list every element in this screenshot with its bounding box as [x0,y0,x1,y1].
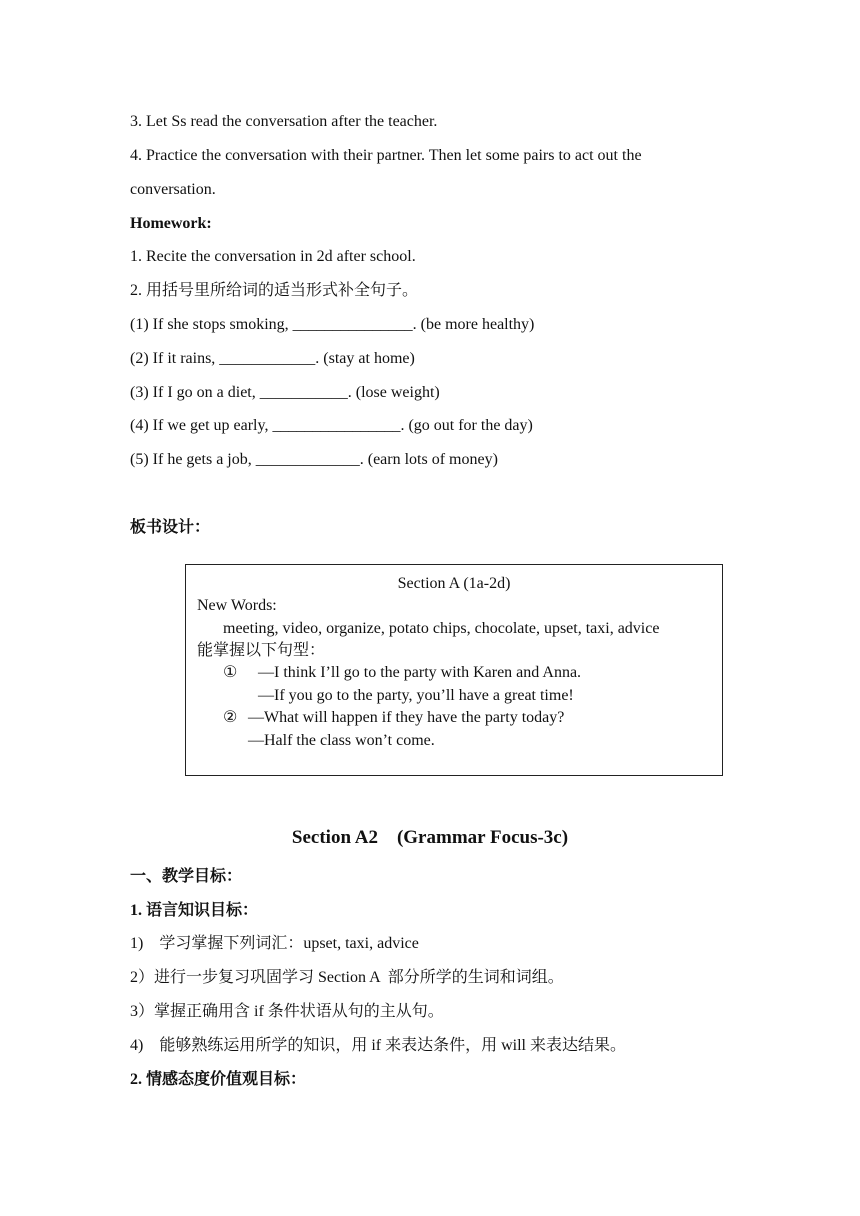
exercise-2: (2) If it rains, ____________. (stay at home) [130,350,415,367]
homework-item-2: 2. 用括号里所给词的适当形式补全句子。 [130,282,419,299]
section-heading: Section A2 (Grammar Focus-3c) [291,827,569,848]
pattern-2-marker: ② [223,709,238,726]
pattern-1-marker: ① [223,664,238,681]
exercise-3: (3) If I go on a diet, ___________. (lose weight) [130,384,440,401]
homework-title: Homework: [130,215,212,232]
new-words-label: New Words: [197,597,277,614]
exercise-5: (5) If he gets a job, _____________. (earn lots of money) [130,451,498,468]
language-goal-title: 1. 语言知识目标： [130,902,259,919]
pattern-1-line-1: —I think I’ll go to the party with Karen and Anna. [258,664,582,681]
exercise-4: (4) If we get up early, ________________. (go out for the day) [130,417,533,434]
new-words-list: meeting, video, organize, potato chips, chocolate, upset, taxi, advice [223,620,660,637]
language-goal-4: 4) 能够熟练运用所学的知识，用 if 来表达条件，用 will 来表达结果。 [130,1037,626,1054]
language-goal-1: 1) 学习掌握下列词汇：upset, taxi, advice [130,935,419,952]
board-design-box [185,564,723,776]
homework-item-1: 1. Recite the conversation in 2d after school. [130,248,416,265]
procedure-step-3: 3. Let Ss read the conversation after the teacher. [130,113,438,130]
pattern-2-line-1: —What will happen if they have the party today? [248,709,565,726]
procedure-step-4-cont: conversation. [130,181,216,198]
language-goal-3: 3）掌握正确用含 if 条件状语从句的主从句。 [130,1003,444,1020]
pattern-1-line-2: —If you go to the party, you’ll have a great time! [258,687,574,704]
teaching-goals-title: 一、教学目标： [130,868,243,885]
board-design-title: 板书设计： [130,519,211,536]
patterns-label: 能掌握以下句型： [197,642,326,659]
language-goal-2: 2）进行一步复习巩固学习 Section A 部分所学的生词和词组。 [130,969,564,986]
exercise-1: (1) If she stops smoking, _______________. (be more healthy) [130,316,535,333]
board-box-title: Section A (1a-2d) [397,575,511,592]
attitude-goal-title: 2. 情感态度价值观目标： [130,1071,307,1088]
pattern-2-line-2: —Half the class won’t come. [248,732,435,749]
procedure-step-4: 4. Practice the conversation with their partner. Then let some pairs to act out the [130,147,642,164]
